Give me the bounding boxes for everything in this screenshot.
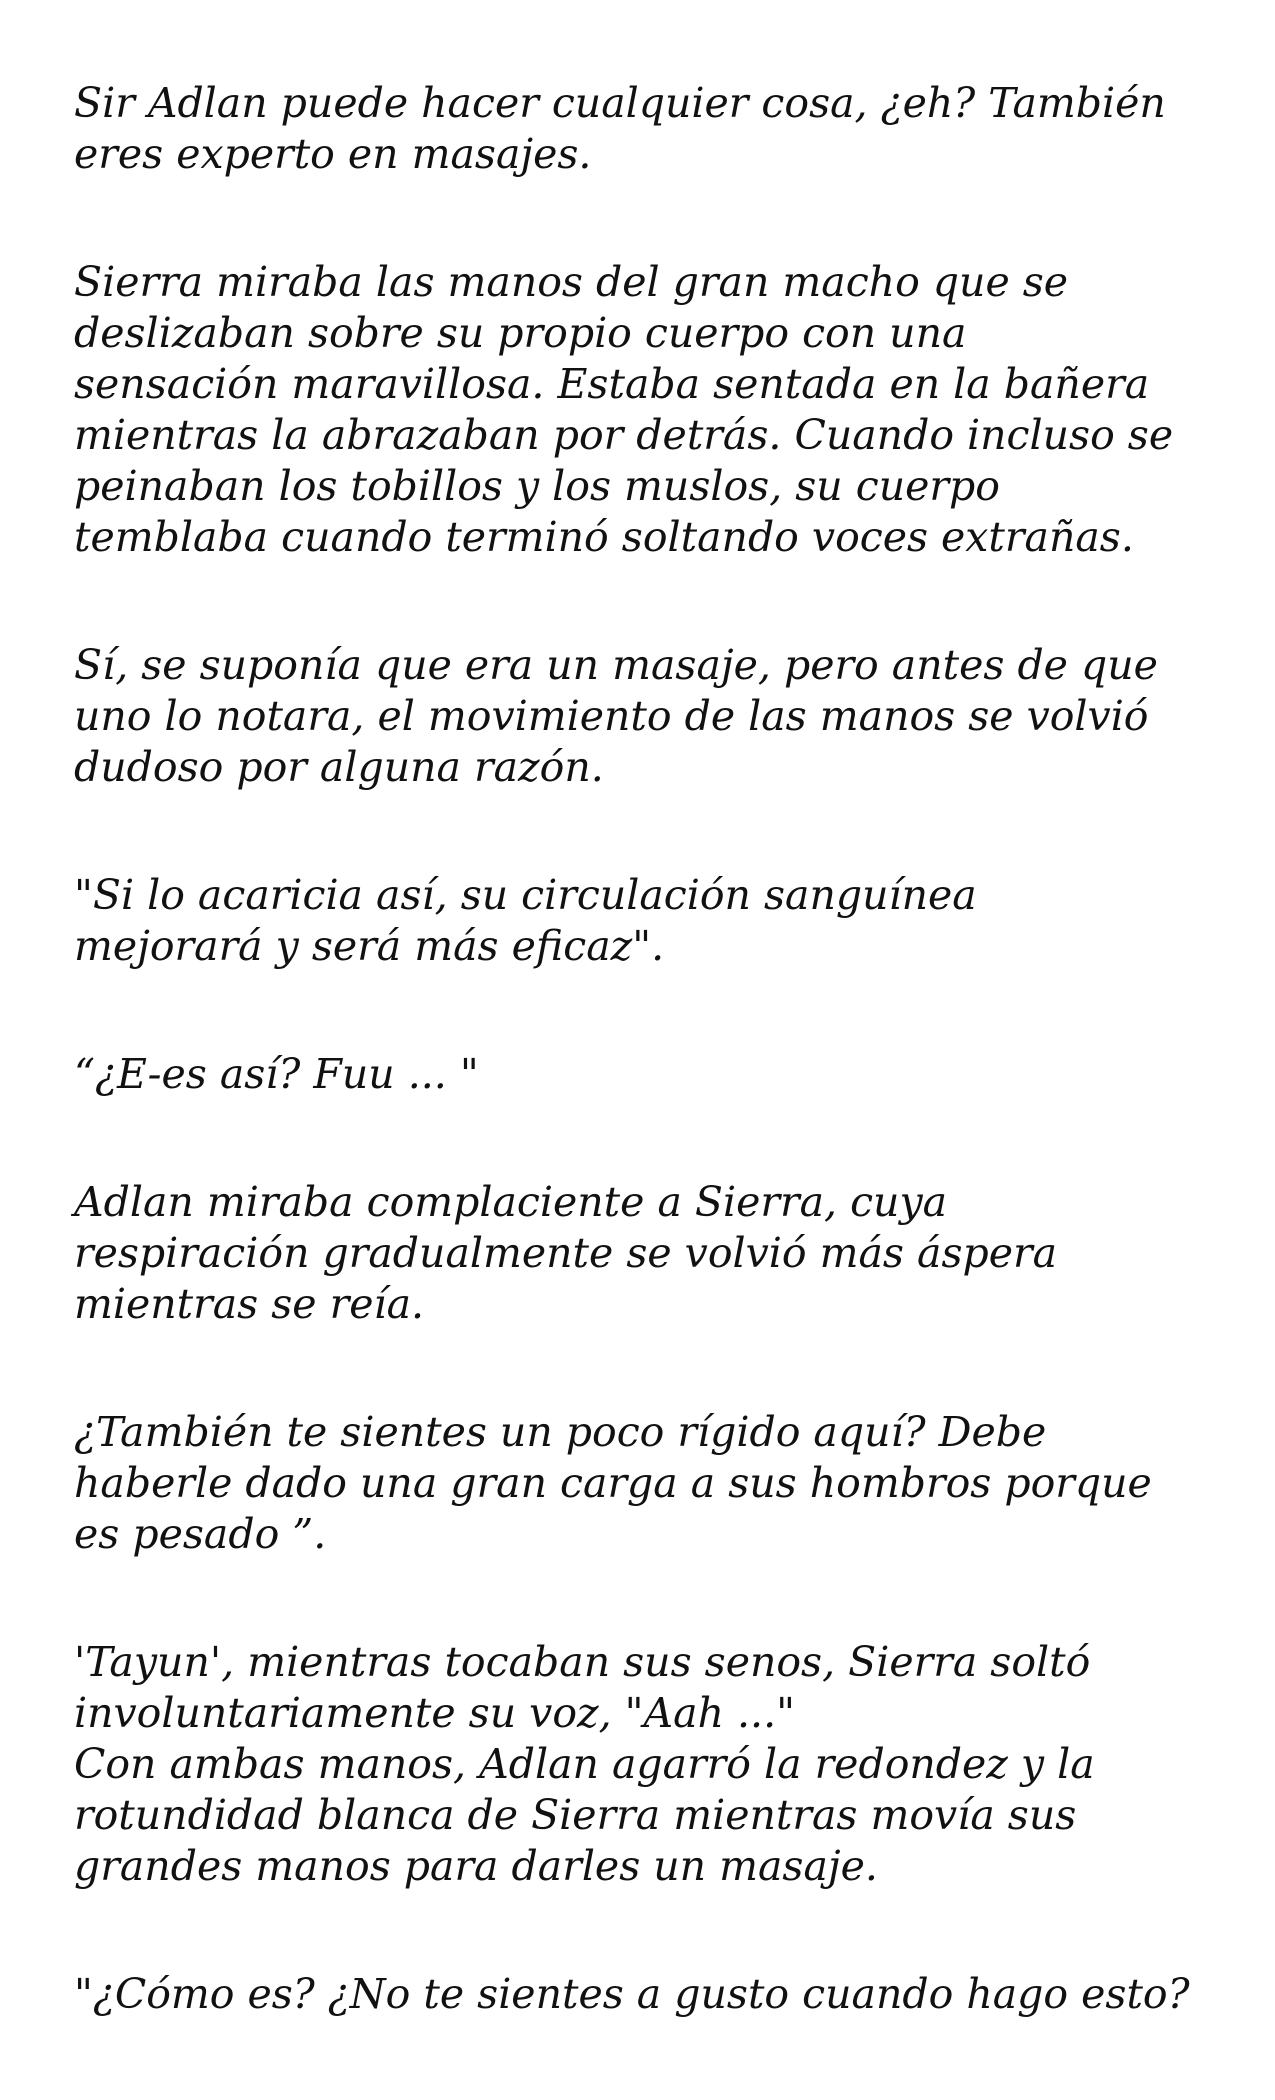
paragraph-9: "¿Cómo es? ¿No te sientes a gusto cuando hago esto? — [74, 1970, 1190, 2018]
paragraph-4: "Si lo acaricia así, su circulación sanguínea mejorará y será más eficaz". — [74, 871, 977, 970]
paragraph-8: 'Tayun', mientras tocaban sus senos, Sierra soltó involuntariamente su voz, "Aah ..." Con ambas manos, Adlan agarró la redondez y la rotundidad blanca de Sierra mientras movía sus grandes manos para darles un masaje. — [74, 1638, 1095, 1890]
paragraph-7: ¿También te sientes un poco rígido aquí? Debe haberle dado una gran carga a sus hombros porque es pesado ”. — [74, 1408, 1152, 1558]
paragraph-2: Sierra miraba las manos del gran macho que se deslizaban sobre su propio cuerpo con una sensación maravillosa. Estaba sentada en la bañera mientras la abrazaban por detrás. Cuando incluso se peinaban los tobillos y los muslos, su cuerpo temblaba cuando terminó soltando voces extrañas. — [74, 258, 1174, 561]
paragraph-3: Sí, se suponía que era un masaje, pero antes de que uno lo notara, el movimiento de las manos se volvió dudoso por alguna razón. — [74, 641, 1158, 791]
paragraph-6: Adlan miraba complaciente a Sierra, cuya respiración gradualmente se volvió más áspera mientras se reía. — [74, 1178, 1058, 1328]
document-body — [74, 78, 1224, 2020]
paragraph-1: Sir Adlan puede hacer cualquier cosa, ¿eh? También eres experto en masajes. — [74, 79, 1166, 178]
paragraph-5: “¿E-es así? Fuu ... " — [74, 1050, 479, 1098]
